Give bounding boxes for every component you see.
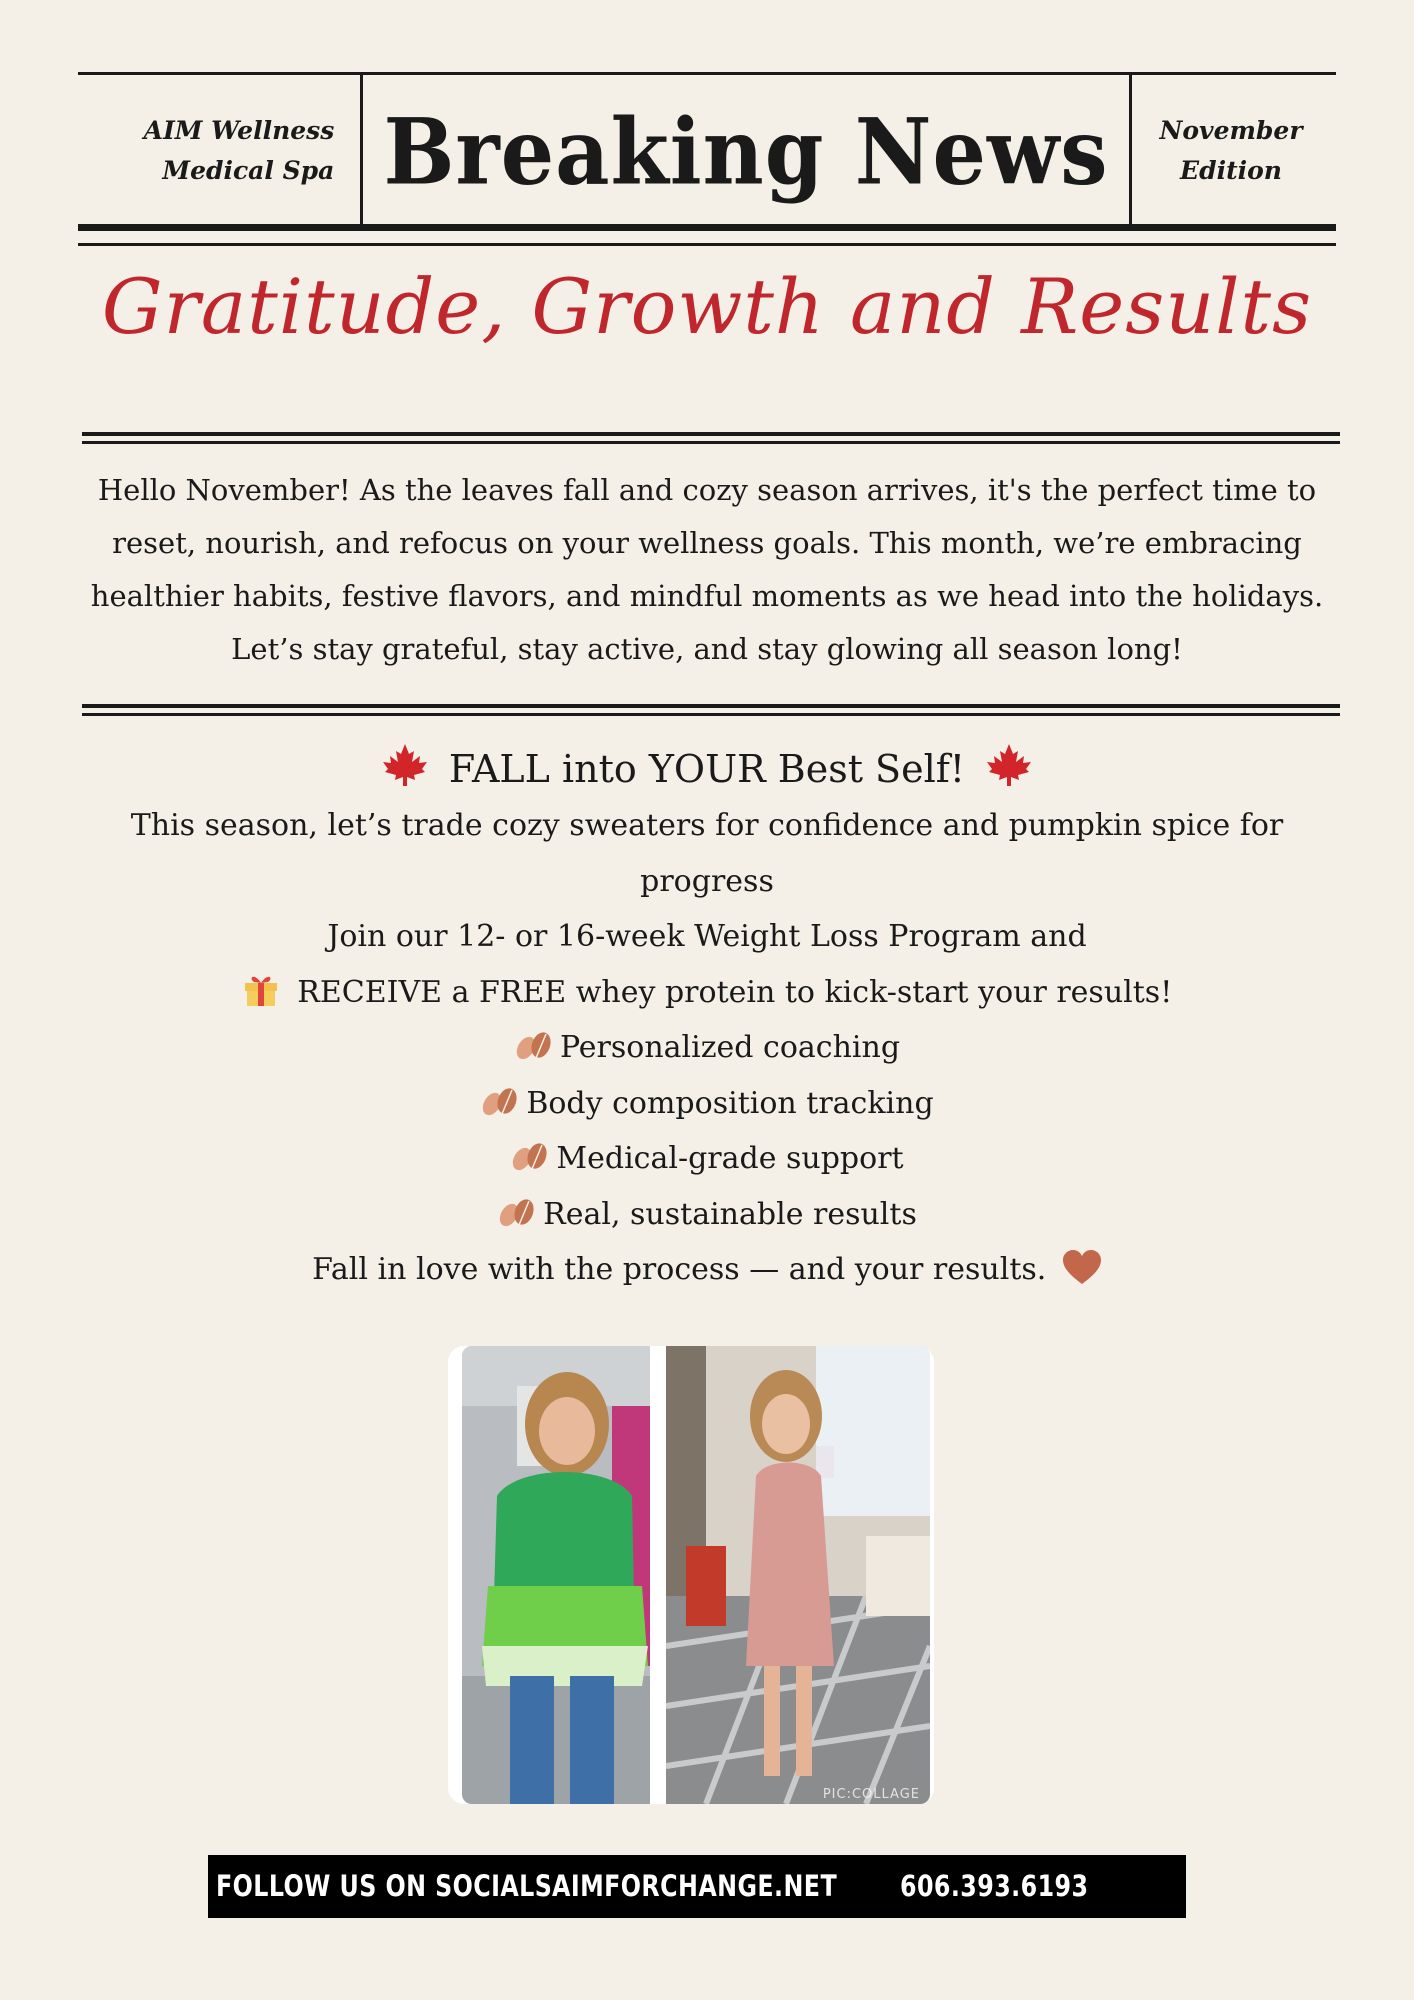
bullet-text: Body composition tracking [526,1085,934,1121]
autumn-leaves-icon [510,1142,552,1172]
before-photo [462,1346,650,1804]
footer-bar [208,1855,1186,1918]
promo-heading-row [90,740,1324,798]
bullet-item [90,1076,1324,1132]
promo-section [90,740,1324,1298]
masthead-center [360,75,1132,227]
promo-line: This season, let’s trade cozy sweaters for confidence and pumpkin spice for [130,808,1284,843]
intro-line: Hello November! As the leaves fall and cozy season arrives, it's the perfect time to [97,473,1317,507]
promo-closing: Fall in love with the process — and your results. [312,1252,1047,1287]
autumn-leaves-icon [480,1087,522,1117]
promo-line: Join our 12- or 16-week Weight Loss Program and [327,919,1087,954]
footer-socials: FOLLOW US ON SOCIALS [216,1869,553,1903]
masthead-right [1126,75,1336,227]
bullet-item [90,1187,1324,1243]
page-title: Breaking News [383,97,1109,205]
intro-line: Let’s stay grateful, stay active, and stay glowing all season long! [231,632,1183,666]
footer-website-link[interactable]: AIMFORCHANGE.NET [552,1869,838,1903]
subtitle: Gratitude, Growth and Results [101,262,1313,351]
autumn-leaves-icon [514,1031,556,1061]
before-after-collage [448,1346,934,1804]
heart-icon [1062,1249,1102,1285]
bullet-item [90,1131,1324,1187]
promo-line: progress [640,863,774,899]
collage-watermark: PIC:COLLAGE [822,1787,920,1802]
footer-phone[interactable]: 606.393.6193 [900,1869,1089,1903]
edition-line2: Edition [1180,156,1282,185]
promo-closing-row [90,1242,1324,1298]
promo-offer: RECEIVE a FREE whey protein to kick-start your results! [297,974,1173,1010]
edition-line1: November [1159,116,1303,145]
maple-leaf-icon [985,742,1033,788]
intro-divider-bottom-2 [82,713,1340,716]
maple-leaf-icon [381,742,429,788]
bullet-item [90,1020,1324,1076]
masthead-left [78,75,360,227]
intro-paragraph [80,464,1334,676]
masthead-divider-thick [78,224,1336,231]
masthead [78,72,1336,227]
intro-divider-bottom-1 [82,704,1340,708]
intro-line: healthier habits, festive flavors, and mindful moments as we head into the holidays. [90,579,1324,613]
spa-name-line2: Medical Spa [162,156,335,185]
promo-offer-row [90,965,1324,1021]
intro-line: reset, nourish, and refocus on your wellness goals. This month, we’re embracing [112,526,1302,560]
bullet-text: Real, sustainable results [543,1196,917,1232]
bullet-text: Medical-grade support [556,1141,904,1176]
bullet-text: Personalized coaching [559,1030,901,1065]
gift-icon [242,970,280,1008]
spa-name-line1: AIM Wellness [143,116,335,145]
intro-divider-top-1 [82,432,1340,436]
after-photo [666,1346,930,1804]
autumn-leaves-icon [497,1198,539,1228]
masthead-divider-thin [78,243,1336,246]
intro-divider-top-2 [82,441,1340,444]
promo-heading: FALL into YOUR Best Self! [448,747,966,791]
